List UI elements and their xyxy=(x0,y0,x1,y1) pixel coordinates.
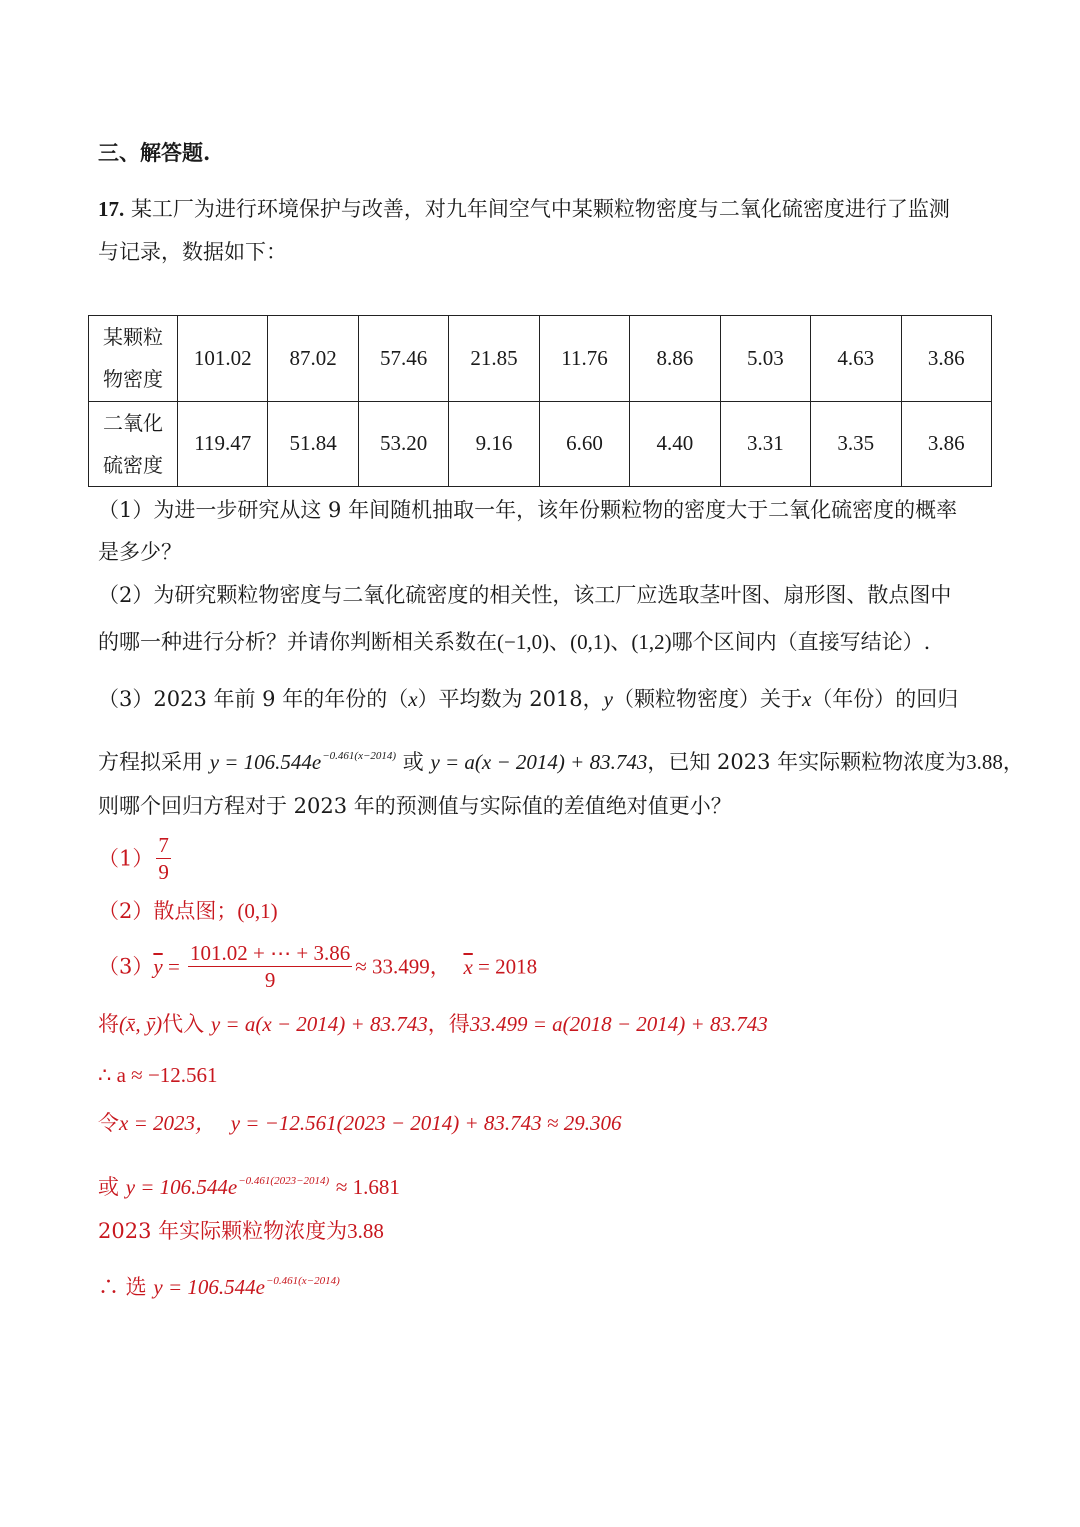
table-cell: 8.86 xyxy=(630,316,720,402)
data-table xyxy=(88,315,992,487)
table-cell: 5.03 xyxy=(720,316,810,402)
q1-line-1: （1）为进一步研究从这 9 年间随机抽取一年，该年份颗粒物的密度大于二氧化硫密度的概率 xyxy=(98,498,958,522)
q1-line-2: 是多少？ xyxy=(98,540,182,564)
actual-line: 2023 年实际颗粒物浓度为3.88 xyxy=(98,1219,384,1243)
table-cell: 9.16 xyxy=(449,401,539,487)
table-cell: 51.84 xyxy=(268,401,358,487)
let-line: 令x = 2023， y = −12.561(2023 − 2014) + 83.743 ≈ 29.306 xyxy=(98,1111,622,1135)
q2-line-2: 的哪一种进行分析？并请你判断相关系数在(−1,0)、(0,1)、(1,2)哪个区间内（直接写结论）. xyxy=(98,630,931,654)
table-cell: 57.46 xyxy=(358,316,448,402)
or-line: 或 $y = 106.544e^{-0.461(2023-2014)} \approx 1.681$ xyxy=(98,1175,400,1199)
choose-line: ∴ 选 $y = 106.544e^{-0.461(x-2014)}$ xyxy=(98,1275,340,1299)
interval-neg1-0: (−1,0) xyxy=(497,630,550,654)
problem-line-2: 与记录，数据如下： xyxy=(98,240,287,264)
table-cell: 101.02 xyxy=(178,316,268,402)
problem-line-1 xyxy=(98,194,950,224)
table-row xyxy=(89,401,992,487)
model-linear: y = a(x − 2014) + 83.743 xyxy=(430,750,648,774)
interval-0-1: (0,1) xyxy=(570,630,611,654)
answer-2: （2）散点图；(0,1) xyxy=(98,899,278,923)
answer-1-fraction: $\frac{7}{9}$ xyxy=(158,833,169,884)
table-cell: 87.02 xyxy=(268,316,358,402)
table-cell: 3.86 xyxy=(901,316,992,402)
mean-fraction: $\frac{101.02 + \cdots + 3.86}{9}$ xyxy=(190,941,351,992)
problem-text-1: 某工厂为进行环境保护与改善，对九年间空气中某颗粒物密度与二氧化硫密度进行了监测 xyxy=(130,197,950,221)
section-title: 三、解答题. xyxy=(98,140,211,165)
table-cell: 21.85 xyxy=(449,316,539,402)
table-cell: 53.20 xyxy=(358,401,448,487)
substitution-line: 将(x̄, ȳ)代入 y = a(x − 2014) + 83.743，得33.499 = a(2018 − 2014) + 83.743 xyxy=(98,1012,768,1036)
row-header-so2: 二氧化 硫密度 xyxy=(89,401,178,487)
table-row xyxy=(89,316,992,402)
q2-line-1: （2）为研究颗粒物密度与二氧化硫密度的相关性，该工厂应选取茎叶图、扇形图、散点图中 xyxy=(98,583,952,607)
table-cell: 6.60 xyxy=(539,401,629,487)
row-header-particulate: 某颗粒 物密度 xyxy=(89,316,178,402)
problem-number: 17. xyxy=(98,197,125,221)
interval-1-2: (1,2) xyxy=(631,630,672,654)
table-cell: 3.31 xyxy=(720,401,810,487)
y-bar: $\overline{y}$ xyxy=(153,954,163,979)
table-cell: 3.35 xyxy=(811,401,901,487)
x-bar: $\overline{x}$ xyxy=(463,954,473,979)
therefore-a: ∴ a ≈ −12.561 xyxy=(98,1063,218,1087)
table-cell: 11.76 xyxy=(539,316,629,402)
q3-line-3: 则哪个回归方程对于 2023 年的预测值与实际值的差值绝对值更小？ xyxy=(98,794,732,818)
table-cell: 3.86 xyxy=(901,401,992,487)
answer-3: $(3)\overline{y}$ = $\frac{101.02 + \cdots + 3.86}{9}$ ≈ 33.499， $\overline{x} = 2018$ xyxy=(98,941,538,992)
answer-1: （1） $\frac{7}{9}$ xyxy=(98,833,169,884)
model-exponential: $y = 106.544e^{-0.461(x-2014)}$ xyxy=(209,750,397,774)
q3-line-1: （3）2023 年前 9 年的年份的（x）平均数为 2018，y（颗粒物密度）关于x（年份）的回归 xyxy=(98,687,959,711)
table-cell: 4.63 xyxy=(811,316,901,402)
table-cell: 119.47 xyxy=(178,401,268,487)
table-cell: 4.40 xyxy=(630,401,720,487)
q3-line-2: 方程拟采用 $y = 106.544e^{-0.461(x-2014)}$ 或 y = a(x − 2014) + 83.743，已知 2023 年实际颗粒物浓度为3.88， xyxy=(98,750,1024,774)
